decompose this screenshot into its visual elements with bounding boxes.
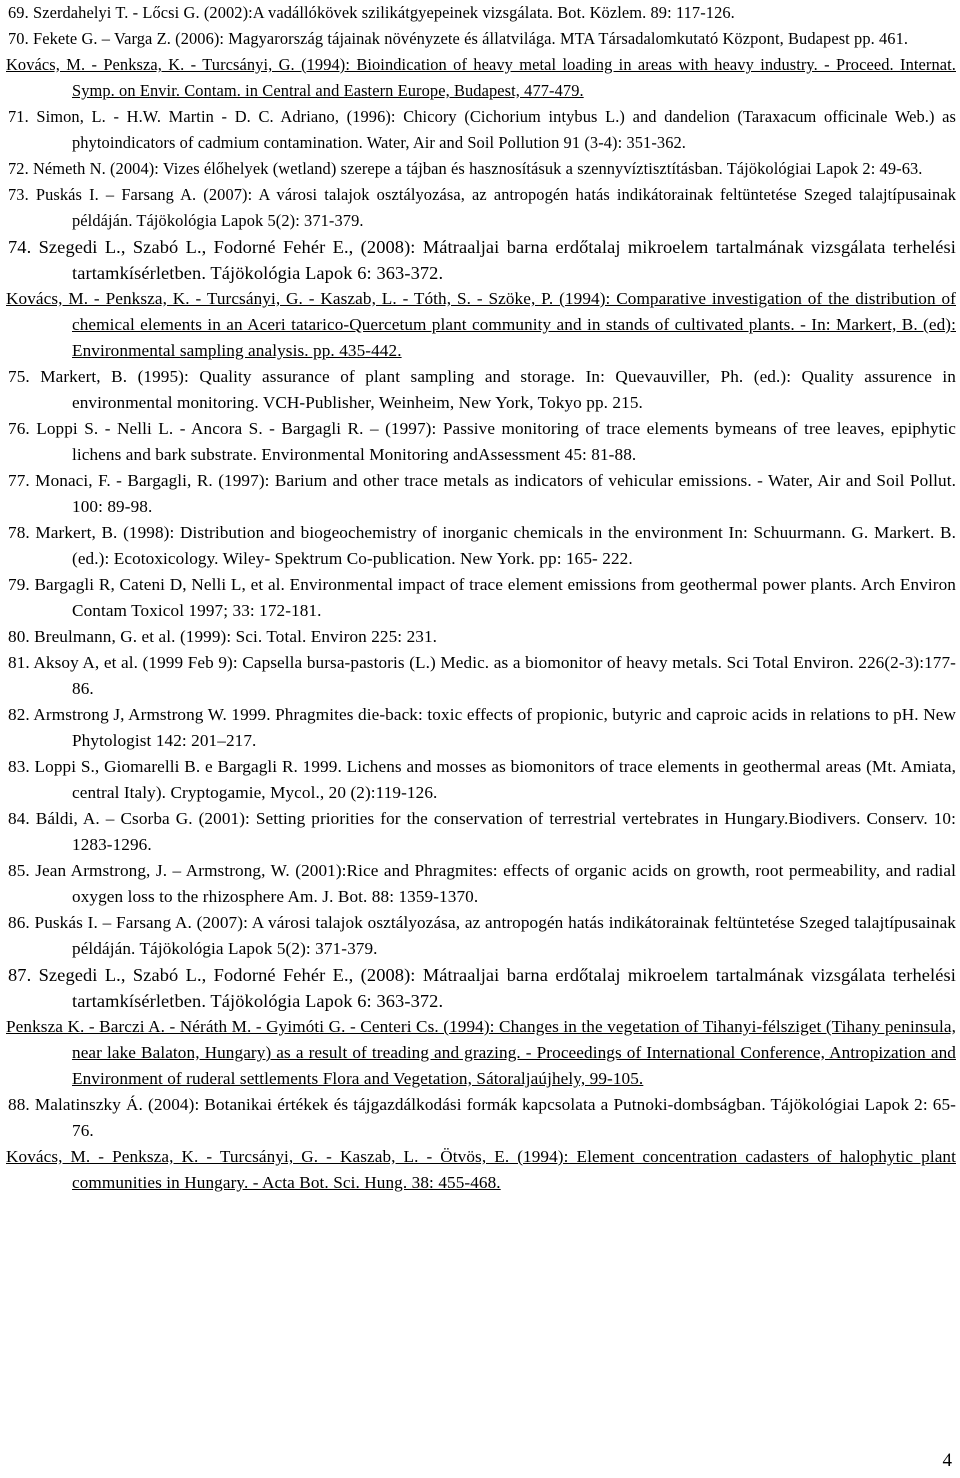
page-number: 4 xyxy=(942,1450,952,1471)
reference-entry: 87. Szegedi L., Szabó L., Fodorné Fehér E., (2008): Mátraaljai barna erdőtalaj mikroelem tartalmának vizsgálata terhelési tartamkísérletben. Tájökológia Lapok 6: 363-372. xyxy=(8,965,956,1011)
reference-entry: 79. Bargagli R, Cateni D, Nelli L, et al. Environmental impact of trace element emissions from geothermal power plants. Arch Environ Contam Toxicol 1997; 33: 172-181. xyxy=(8,575,956,620)
reference-entry: 75. Markert, B. (1995): Quality assurance of plant sampling and storage. In: Quevauviller, Ph. (ed.): Quality assurence in environmental monitoring. VCH-Publisher, Weinheim, New York, Tokyo pp. 215. xyxy=(8,367,956,412)
reference-entry: 86. Puskás I. – Farsang A. (2007): A városi talajok osztályozása, az antropogén hatás indikátorainak feltüntetése Szeged talajtípusainak példáján. Tájökológia Lapok 5(2): 371-379. xyxy=(8,913,956,958)
reference-entry: 81. Aksoy A, et al. (1999 Feb 9): Capsella bursa-pastoris (L.) Medic. as a biomonitor of heavy metals. Sci Total Environ. 226(2-3):177-86. xyxy=(8,653,956,698)
reference-entry: 72. Németh N. (2004): Vizes élőhelyek (wetland) szerepe a tájban és hasznosításuk a szennyvíztisztításban. Tájökológiai Lapok 2: 49-63. xyxy=(8,159,923,178)
reference-entry: Kovács, M. - Penksza, K. - Turcsányi, G. - Kaszab, L. - Ötvös, E. (1994): Element concentration cadasters of halophytic plant communities in Hungary. - Acta Bot. Sci. Hung. 38: 455-468. xyxy=(6,1147,956,1192)
reference-entry: 76. Loppi S. - Nelli L. - Ancora S. - Bargagli R. – (1997): Passive monitoring of trace elements bymeans of tree leaves, epiphytic lichens and bark substrate. Environmental Monitoring andAssessment 45: 81-88. xyxy=(8,419,956,464)
reference-entry: 88. Malatinszky Á. (2004): Botanikai értékek és tájgazdálkodási formák kapcsolata a Putnoki-dombságban. Tájökológiai Lapok 2: 65-76. xyxy=(8,1095,956,1140)
reference-entry: 74. Szegedi L., Szabó L., Fodorné Fehér E., (2008): Mátraaljai barna erdőtalaj mikroelem tartalmának vizsgálata terhelési tartamkísérletben. Tájökológia Lapok 6: 363-372. xyxy=(8,237,956,283)
reference-entry: 80. Breulmann, G. et al. (1999): Sci. Total. Environ 225: 231. xyxy=(8,627,438,646)
reference-entry: Kovács, M. - Penksza, K. - Turcsányi, G. - Kaszab, L. - Tóth, S. - Szöke, P. (1994): Comparative investigation of the distribution of chemical elements in an Aceri tatarico-Quercetum plant community and in stands of cultivated plants. - In: Markert, B. (ed): Environmental sampling analysis. pp. 435-442. xyxy=(6,289,956,360)
reference-entry: 71. Simon, L. - H.W. Martin - D. C. Adriano, (1996): Chicory (Cichorium intybus L.) and dandelion (Taraxacum officinale Web.) as phytoindicators of cadmium contamination. Water, Air and Soil Pollution 91 (3-4): 351-362. xyxy=(8,107,956,152)
reference-entry: 69. Szerdahelyi T. - Lőcsi G. (2002):A vadállókövek szilikátgyepeinek vizsgálata. Bot. Közlem. 89: 117-126. xyxy=(8,3,735,22)
reference-entry: 85. Jean Armstrong, J. – Armstrong, W. (2001):Rice and Phragmites: effects of organic acids on growth, root permeability, and radial oxygen loss to the rhizosphere Am. J. Bot. 88: 1359-1370. xyxy=(8,861,956,906)
reference-entry: 83. Loppi S., Giomarelli B. e Bargagli R. 1999. Lichens and mosses as biomonitors of trace elements in geothermal areas (Mt. Amiata, central Italy). Cryptogamie, Mycol., 20 (2):119-126. xyxy=(8,757,956,802)
reference-entry: Kovács, M. - Penksza, K. - Turcsányi, G. (1994): Bioindication of heavy metal loading in areas with heavy industry. - Proceed. Internat. Symp. on Envir. Contam. in Central and Eastern Europe, Budapest, 477-479. xyxy=(6,55,956,100)
reference-entry: 84. Báldi, A. – Csorba G. (2001): Setting priorities for the conservation of terrestrial vertebrates in Hungary.Biodivers. Conserv. 10: 1283-1296. xyxy=(8,809,956,854)
reference-entry: 70. Fekete G. – Varga Z. (2006): Magyarország tájainak növényzete és állatvilága. MTA Társadalomkutató Központ, Budapest pp. 461. xyxy=(8,29,909,48)
reference-entry: 73. Puskás I. – Farsang A. (2007): A városi talajok osztályozása, az antropogén hatás indikátorainak feltüntetése Szeged talajtípusainak példáján. Tájökológia Lapok 5(2): 371-379. xyxy=(8,185,956,230)
reference-entry: Penksza K. - Barczi A. - Néráth M. - Gyimóti G. - Centeri Cs. (1994): Changes in the vegetation of Tihanyi-félsziget (Tihany peninsula, near lake Balaton, Hungary) as a result of treading and grazing. - Proceedings of International Conference, Antropization and Environment of ruderal settlements Flora and Vegetation, Sátoraljaújhely, 99-105. xyxy=(6,1017,956,1088)
reference-entry: 78. Markert, B. (1998): Distribution and biogeochemistry of inorganic chemicals in the environment In: Schuurmann. G. Markert. B. (ed.): Ecotoxicology. Wiley- Spektrum Co-publication. New York. pp: 165- 222. xyxy=(8,523,956,568)
reference-entry: 82. Armstrong J, Armstrong W. 1999. Phragmites die-back: toxic effects of propionic, butyric and caproic acids in relations to pH. New Phytologist 142: 201–217. xyxy=(8,705,956,750)
reference-entry: 77. Monaci, F. - Bargagli, R. (1997): Barium and other trace metals as indicators of vehicular emissions. - Water, Air and Soil Pollut. 100: 89-98. xyxy=(8,471,956,516)
